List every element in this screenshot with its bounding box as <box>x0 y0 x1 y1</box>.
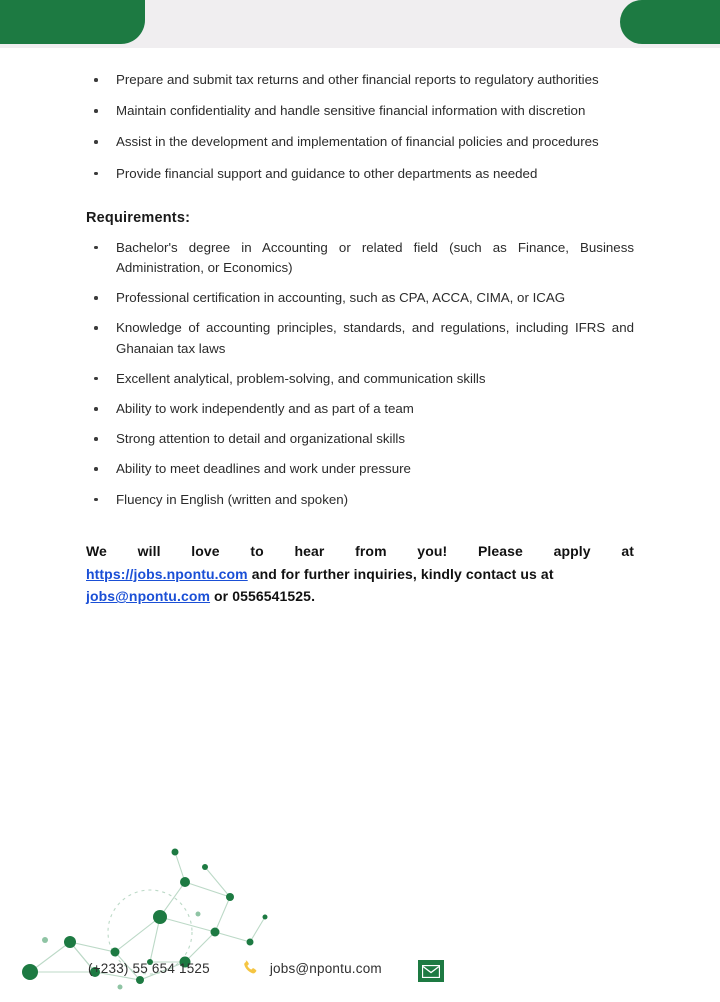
footer-email: jobs@npontu.com <box>269 960 382 976</box>
requirements-heading: Requirements: <box>86 209 191 226</box>
closing-line-2-mid: and for further inquiries, kindly contact us at <box>247 565 554 582</box>
list-item: Professional certification in accounting, such as CPA, ACCA, CIMA, or ICAG <box>86 288 634 308</box>
list-item: Knowledge of accounting principles, standards, and regulations, including IFRS and Ghanaian tax laws <box>86 318 634 358</box>
list-item: Ability to meet deadlines and work under pressure <box>86 459 634 479</box>
phone-icon <box>240 958 260 978</box>
closing-paragraph <box>86 540 634 608</box>
responsibilities-list <box>86 70 634 184</box>
list-item: Ability to work independently and as part of a team <box>86 399 634 419</box>
list-item: Excellent analytical, problem-solving, and communication skills <box>86 369 634 389</box>
list-item: Maintain confidentiality and handle sensitive financial information with discretion <box>86 101 634 121</box>
list-item: Prepare and submit tax returns and other financial reports to regulatory authorities <box>86 70 634 90</box>
list-item: Strong attention to detail and organizational skills <box>86 429 634 449</box>
apply-link[interactable]: https://jobs.npontu.com <box>86 565 248 582</box>
closing-line-1: We will love to hear from you! Please apply at <box>86 542 634 559</box>
header-band <box>0 0 720 48</box>
list-item: Assist in the development and implementation of financial policies and procedures <box>86 132 634 152</box>
closing-line-2-end: or 0556541525. <box>210 588 316 605</box>
mail-icon <box>418 960 444 982</box>
list-item: Provide financial support and guidance to other departments as needed <box>86 164 634 184</box>
email-link[interactable]: jobs@npontu.com <box>86 588 211 605</box>
header-accent-left <box>0 0 145 44</box>
footer-contact <box>88 958 382 978</box>
list-item: Fluency in English (written and spoken) <box>86 490 634 510</box>
footer-phone: (+233) 55 654 1525 <box>88 960 210 976</box>
requirements-list <box>86 238 634 510</box>
header-accent-right <box>620 0 720 44</box>
list-item: Bachelor's degree in Accounting or related field (such as Finance, Business Administration, or Economics) <box>86 238 634 278</box>
document-content <box>86 70 634 608</box>
